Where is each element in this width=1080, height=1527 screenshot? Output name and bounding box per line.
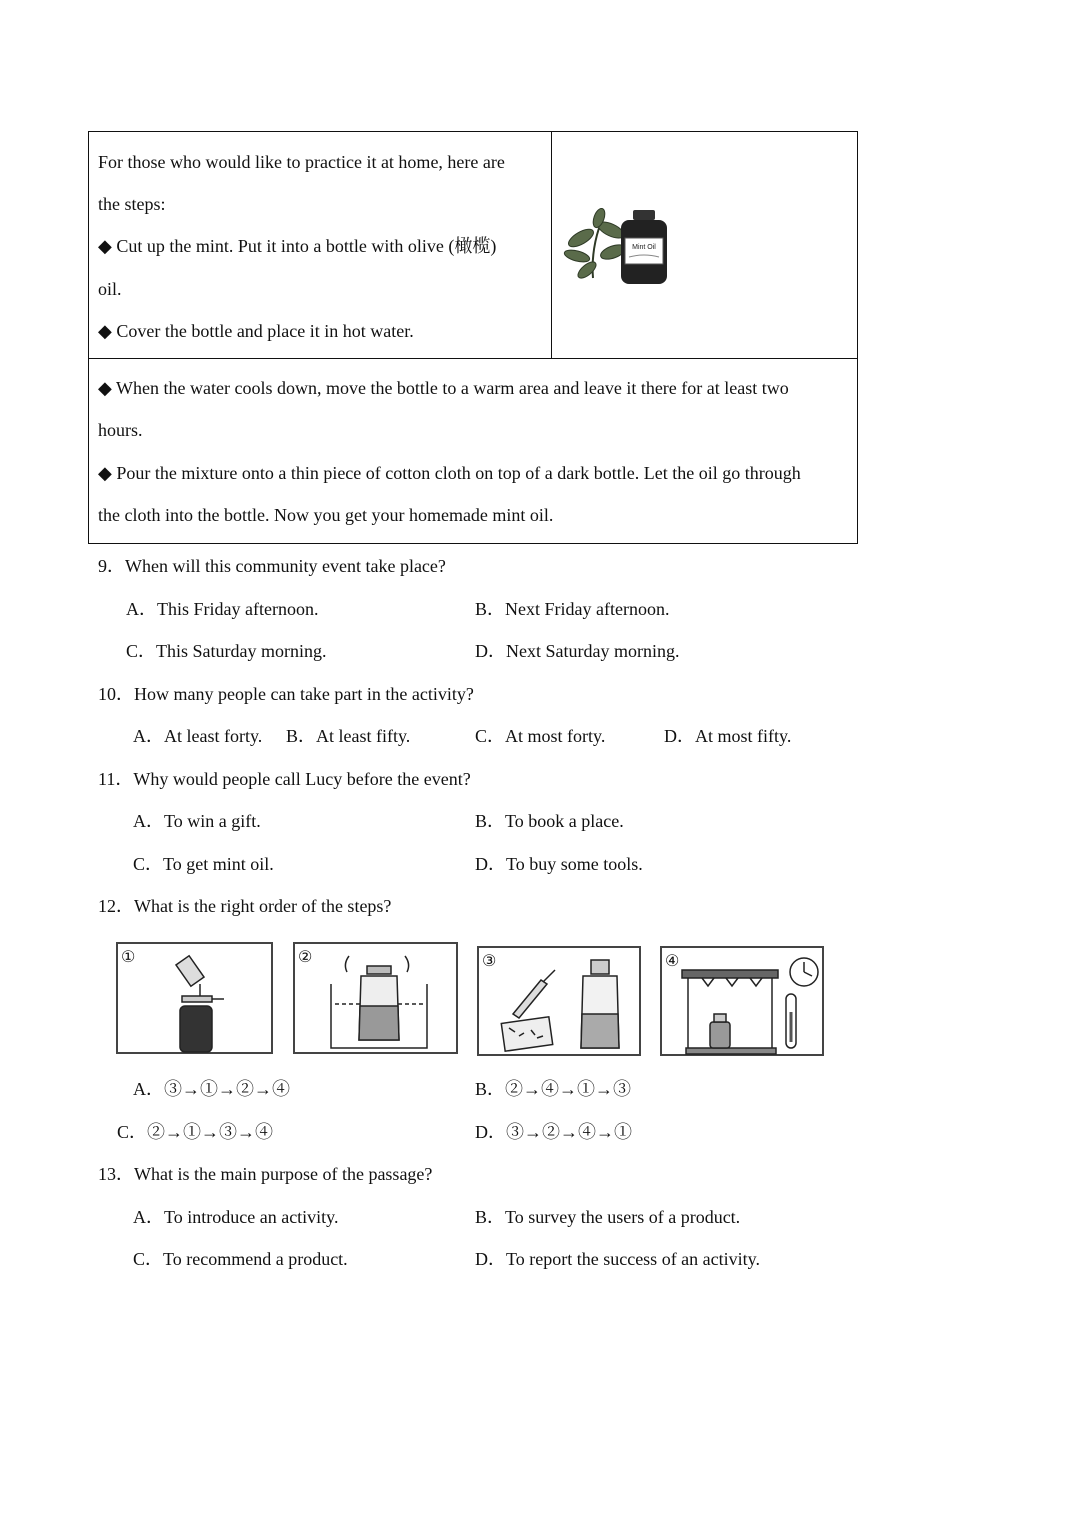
option-b[interactable]: B．②→④→①→③ bbox=[475, 1079, 632, 1099]
option-d[interactable]: D．To buy some tools. bbox=[475, 854, 643, 874]
jar-with-mint-icon bbox=[581, 960, 619, 1048]
step-picture-1 bbox=[116, 942, 273, 1054]
question-10: 10．How many people can take part in the activity? bbox=[98, 684, 474, 704]
box-line: the cloth into the bottle. Now you get your homemade mint oil. bbox=[98, 505, 554, 525]
box-line: ◆ When the water cools down, move the bottle to a warm area and leave it there for at least two bbox=[98, 378, 789, 398]
pouring-bottle-icon bbox=[176, 956, 224, 1052]
option-d[interactable]: D．Next Saturday morning. bbox=[475, 641, 680, 661]
box-line: ◆ Cut up the mint. Put it into a bottle with olive (橄榄) bbox=[98, 236, 497, 256]
option-c[interactable]: C．This Saturday morning. bbox=[126, 641, 327, 661]
box-line: ◆ Cover the bottle and place it in hot water. bbox=[98, 321, 414, 341]
question-13: 13．What is the main purpose of the passage? bbox=[98, 1164, 433, 1184]
option-c[interactable]: C．To get mint oil. bbox=[133, 854, 274, 874]
step-picture-4 bbox=[660, 946, 824, 1056]
box-line: the steps: bbox=[98, 194, 166, 214]
steps-box-bottom bbox=[88, 358, 858, 544]
option-d[interactable]: D．To report the success of an activity. bbox=[475, 1249, 760, 1269]
box-line: oil. bbox=[98, 279, 122, 299]
step-picture-3 bbox=[477, 946, 641, 1056]
question-12: 12．What is the right order of the steps? bbox=[98, 896, 392, 916]
option-d[interactable]: D．③→②→④→① bbox=[475, 1122, 632, 1142]
box-line: For those who would like to practice it at home, here are bbox=[98, 152, 505, 172]
step-picture-2 bbox=[293, 942, 458, 1054]
mint-leaves-icon bbox=[563, 208, 627, 281]
box-line: ◆ Pour the mixture onto a thin piece of cotton cloth on top of a dark bottle. Let the oil go through bbox=[98, 463, 801, 483]
option-a[interactable]: A．③→①→②→④ bbox=[133, 1079, 290, 1099]
question-11: 11．Why would people call Lucy before the event? bbox=[98, 769, 471, 789]
clock-icon bbox=[790, 958, 818, 986]
option-c[interactable]: C．At most forty. bbox=[475, 726, 606, 746]
mint-oil-illustration bbox=[563, 208, 675, 288]
option-c[interactable]: C．To recommend a product. bbox=[133, 1249, 348, 1269]
option-a[interactable]: A．To introduce an activity. bbox=[133, 1207, 339, 1227]
option-a[interactable]: A．At least forty. bbox=[133, 726, 263, 746]
warm-cabinet-icon bbox=[682, 970, 778, 1054]
option-b[interactable]: B．To survey the users of a product. bbox=[475, 1207, 741, 1227]
knife-cutting-board-icon bbox=[501, 970, 555, 1051]
oil-bottle-icon bbox=[621, 210, 667, 284]
option-b[interactable]: B．To book a place. bbox=[475, 811, 624, 831]
step-number: ① bbox=[121, 949, 136, 966]
box-divider bbox=[551, 132, 552, 358]
step-number: ② bbox=[298, 949, 313, 966]
option-b[interactable]: B．At least fifty. bbox=[286, 726, 411, 746]
option-a[interactable]: A．To win a gift. bbox=[133, 811, 261, 831]
option-d[interactable]: D．At most fifty. bbox=[664, 726, 792, 746]
step-number: ③ bbox=[482, 953, 497, 970]
mint-oil-label: Mint Oil bbox=[632, 244, 656, 251]
question-9: 9．When will this community event take place? bbox=[98, 556, 446, 576]
thermometer-icon bbox=[786, 994, 796, 1048]
hot-water-bath-icon bbox=[331, 956, 427, 1048]
box-line: hours. bbox=[98, 420, 143, 440]
option-b[interactable]: B．Next Friday afternoon. bbox=[475, 599, 670, 619]
option-a[interactable]: A．This Friday afternoon. bbox=[126, 599, 319, 619]
steps-box-top bbox=[88, 131, 858, 359]
step-number: ④ bbox=[665, 953, 680, 970]
option-c[interactable]: C．②→①→③→④ bbox=[117, 1122, 274, 1142]
